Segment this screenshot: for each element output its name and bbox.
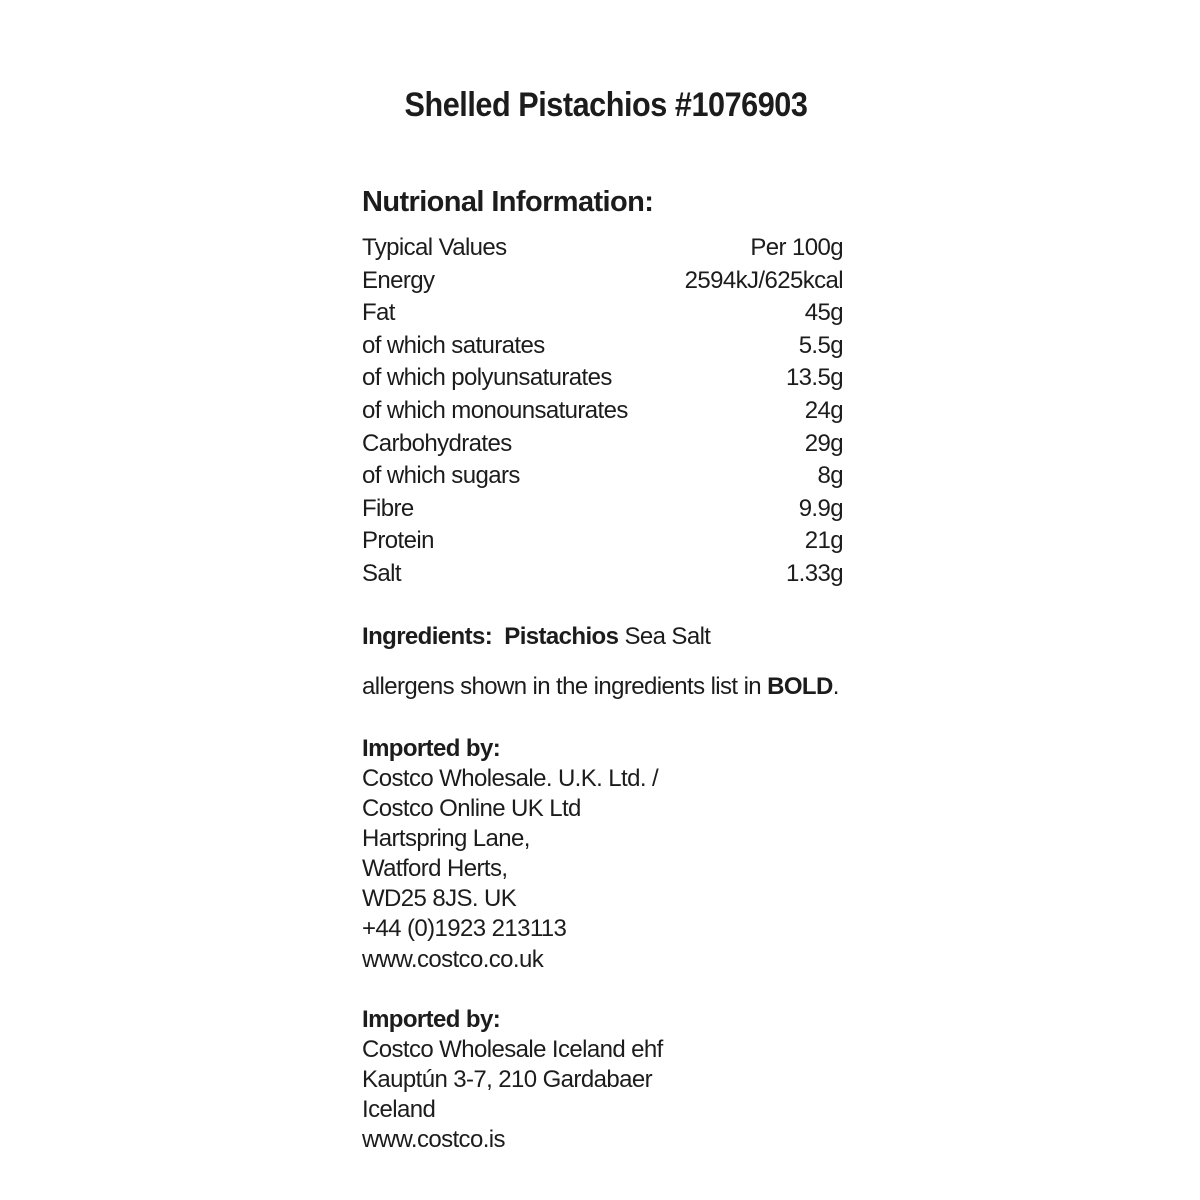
nutrition-value: 29g xyxy=(804,429,843,457)
importer-iceland xyxy=(362,1005,843,1156)
importer-address-line: WD25 8JS. UK xyxy=(362,885,517,913)
nutrition-row-protein xyxy=(362,525,843,558)
allergen-note-bold: BOLD xyxy=(767,672,833,700)
nutrition-value: 24g xyxy=(804,396,843,424)
nutrition-row-fat xyxy=(362,297,843,330)
nutrition-label: Carbohydrates xyxy=(362,429,512,457)
nutrition-label: Fibre xyxy=(362,494,414,522)
nutrition-value: 1.33g xyxy=(785,559,843,587)
label-content xyxy=(362,184,843,1156)
importer-uk xyxy=(362,734,843,975)
importer-heading: Imported by: xyxy=(362,1005,501,1033)
nutrition-label: of which monounsaturates xyxy=(362,396,628,424)
nutrition-value: 8g xyxy=(817,462,843,490)
nutrition-value: Per 100g xyxy=(750,234,843,261)
page-title: Shelled Pistachios #1076903 xyxy=(404,86,808,124)
ingredient-other: Sea Salt xyxy=(624,622,711,650)
ingredient-allergen: Pistachios xyxy=(504,622,619,650)
nutrition-label: Protein xyxy=(362,527,434,555)
nutrition-label: Typical Values xyxy=(362,234,507,261)
importer-address-line: Kauptún 3-7, 210 Gardabaer xyxy=(362,1066,652,1094)
nutrition-row-salt xyxy=(362,558,843,591)
importer-address-line: Costco Online UK Ltd xyxy=(362,794,581,822)
nutrition-row-header xyxy=(362,232,843,265)
allergen-note-suffix: . xyxy=(832,672,839,700)
nutrition-row-saturates xyxy=(362,330,843,363)
allergen-note xyxy=(362,671,843,703)
importer-website: www.costco.is xyxy=(362,1126,505,1154)
importer-website: www.costco.co.uk xyxy=(362,945,544,973)
nutrition-value: 13.5g xyxy=(785,364,843,392)
importer-address-line: Watford Herts, xyxy=(362,855,508,883)
importer-phone: +44 (0)1923 213113 xyxy=(362,915,567,943)
nutrition-label: Fat xyxy=(362,299,395,327)
ingredients-label: Ingredients: xyxy=(362,622,493,650)
ingredients-line xyxy=(362,621,843,653)
nutrition-value: 2594kJ/625kcal xyxy=(684,266,843,294)
nutrition-row-polyunsaturates xyxy=(362,362,843,395)
nutrition-value: 45g xyxy=(804,299,843,327)
importer-address-line: Iceland xyxy=(362,1096,436,1124)
nutrition-row-sugars xyxy=(362,460,843,493)
nutrition-label: Salt xyxy=(362,559,401,587)
nutrition-row-fibre xyxy=(362,493,843,526)
allergen-note-text: allergens shown in the ingredients list in xyxy=(362,672,768,700)
nutrition-value: 5.5g xyxy=(798,331,843,359)
nutrition-value: 9.9g xyxy=(798,494,843,522)
nutrition-row-energy xyxy=(362,265,843,298)
nutrition-row-carbohydrates xyxy=(362,428,843,461)
nutrition-heading: Nutrional Information: xyxy=(362,186,654,218)
importer-address-line: Costco Wholesale. U.K. Ltd. / xyxy=(362,764,659,792)
nutrition-row-monounsaturates xyxy=(362,395,843,428)
importer-address-line: Hartspring Lane, xyxy=(362,824,530,852)
nutrition-table xyxy=(362,232,843,591)
nutrition-label: of which saturates xyxy=(362,331,545,359)
nutrition-label: of which sugars xyxy=(362,462,520,490)
nutrition-label: of which polyunsaturates xyxy=(362,364,612,392)
nutrition-label: Energy xyxy=(362,266,435,294)
importer-address-line: Costco Wholesale Iceland ehf xyxy=(362,1035,663,1063)
nutrition-value: 21g xyxy=(804,527,843,555)
importer-heading: Imported by: xyxy=(362,734,501,762)
